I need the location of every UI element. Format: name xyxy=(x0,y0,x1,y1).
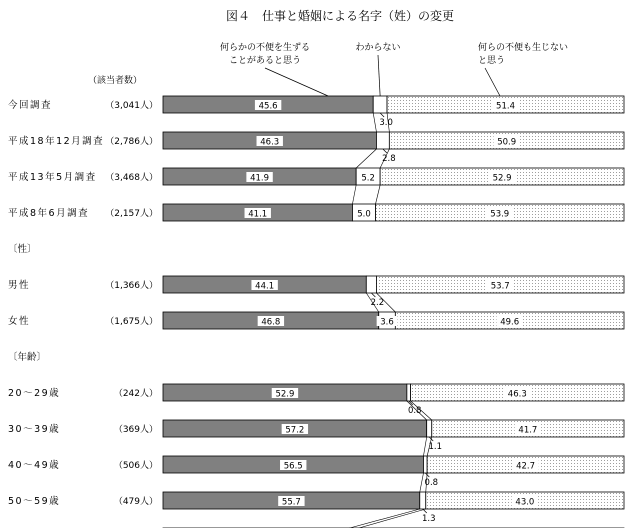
value-label-unknown: 3.0 xyxy=(379,118,393,128)
value-label-unknown: 1.3 xyxy=(422,514,436,524)
connector-line xyxy=(423,437,426,456)
chart-row xyxy=(8,204,624,221)
value-label-inconvenient: 44.1 xyxy=(255,281,275,292)
value-label-no-inconvenience: 42.7 xyxy=(516,461,536,472)
value-label-unknown: 2.8 xyxy=(382,154,396,164)
value-label-inconvenient: 46.3 xyxy=(260,137,280,148)
row-label: 50～59歳 xyxy=(8,496,61,507)
row-count: （1,675人） xyxy=(105,317,158,327)
bar-segment-unknown xyxy=(420,492,426,509)
value-label-unknown: 5.0 xyxy=(357,209,371,220)
row-count: （369人） xyxy=(113,425,158,435)
row-label: 今回調査 xyxy=(8,100,53,111)
legend-label-no-inconvenience: 何らの不便も生じないと思う xyxy=(478,43,569,66)
row-label: 男性 xyxy=(8,280,31,291)
connector-line xyxy=(420,473,424,492)
value-label-no-inconvenience: 50.9 xyxy=(497,137,517,148)
legend-leader xyxy=(378,55,380,96)
value-label-inconvenient: 56.5 xyxy=(283,461,303,472)
chart-title: 図４ 仕事と婚姻による名字（姓）の変更 xyxy=(225,9,455,23)
value-label-unknown: 0.8 xyxy=(407,406,422,416)
chart-row xyxy=(8,456,624,488)
value-label-inconvenient: 57.2 xyxy=(285,425,305,436)
bar-segment-unknown xyxy=(427,420,432,437)
value-label-unknown: 1.1 xyxy=(428,442,442,452)
connector-line xyxy=(373,113,376,132)
value-label-unknown: 3.6 xyxy=(380,317,394,328)
group-header: 〔性〕 xyxy=(8,244,37,255)
legend-leader xyxy=(265,68,328,96)
row-count: （479人） xyxy=(113,497,158,507)
value-label-no-inconvenience: 51.4 xyxy=(496,101,515,112)
value-label-inconvenient: 41.9 xyxy=(250,173,270,184)
row-label: 平成8年6月調査 xyxy=(8,208,90,219)
row-count: （3,468人） xyxy=(105,173,158,183)
value-label-no-inconvenience: 53.7 xyxy=(490,281,510,292)
value-label-no-inconvenience: 53.9 xyxy=(490,209,510,220)
chart-row xyxy=(8,168,624,185)
row-label: 女性 xyxy=(8,316,31,327)
leader-line xyxy=(380,113,384,117)
row-label: 平成13年5月調査 xyxy=(8,172,97,183)
count-header: （該当者数） xyxy=(88,76,143,86)
row-count: （2,157人） xyxy=(105,209,158,219)
chart-row xyxy=(8,420,624,452)
value-label-inconvenient: 52.9 xyxy=(275,389,295,400)
connector-line xyxy=(350,509,420,528)
bar-segment-unknown xyxy=(373,96,387,113)
value-label-unknown: 2.2 xyxy=(370,298,385,308)
connector-line xyxy=(376,185,381,204)
legend-leader xyxy=(485,68,500,96)
value-label-no-inconvenience: 49.6 xyxy=(500,317,520,328)
value-label-inconvenient: 46.8 xyxy=(261,317,281,328)
connector-line xyxy=(359,509,426,528)
row-label: 平成18年12月調査 xyxy=(8,136,105,147)
group-header: 〔年齢〕 xyxy=(8,352,47,363)
row-count: （3,041人） xyxy=(105,101,158,111)
row-count: （506人） xyxy=(113,461,158,471)
value-label-no-inconvenience: 43.0 xyxy=(515,497,535,508)
value-label-inconvenient: 45.6 xyxy=(258,101,278,112)
leader-line xyxy=(371,293,375,297)
value-label-unknown: 0.8 xyxy=(424,478,439,488)
row-count: （242人） xyxy=(113,389,158,399)
chart-row xyxy=(8,96,624,128)
chart-rows xyxy=(8,96,624,528)
row-count: （1,366人） xyxy=(105,281,158,291)
bar-segment-unknown xyxy=(423,456,427,473)
chart-row xyxy=(8,384,624,416)
value-label-no-inconvenience: 46.3 xyxy=(507,389,527,400)
chart-row xyxy=(8,276,624,308)
row-label: 40～49歳 xyxy=(8,460,61,471)
bar-segment-unknown xyxy=(376,132,389,149)
chart-row xyxy=(8,132,624,164)
chart-row xyxy=(8,492,624,524)
value-label-no-inconvenience: 52.9 xyxy=(492,173,512,184)
leader-line xyxy=(383,149,387,153)
legend xyxy=(220,41,568,96)
value-label-unknown: 5.2 xyxy=(361,173,375,184)
row-label: 30～39歳 xyxy=(8,424,61,435)
bar-segment-unknown xyxy=(407,384,411,401)
value-label-no-inconvenience: 41.7 xyxy=(518,425,538,436)
connector-line xyxy=(356,149,376,168)
value-label-inconvenient: 41.1 xyxy=(248,209,268,220)
chart-row xyxy=(8,312,624,329)
row-label: 20～29歳 xyxy=(8,388,61,399)
value-label-inconvenient: 55.7 xyxy=(281,497,301,508)
bar-segment-unknown xyxy=(366,276,376,293)
legend-label-inconvenient: 何らかの不便を生ずることがあると思う xyxy=(219,43,311,66)
row-count: （2,786人） xyxy=(105,137,158,147)
legend-label-unknown: わからない xyxy=(355,43,401,53)
connector-line xyxy=(352,185,356,204)
